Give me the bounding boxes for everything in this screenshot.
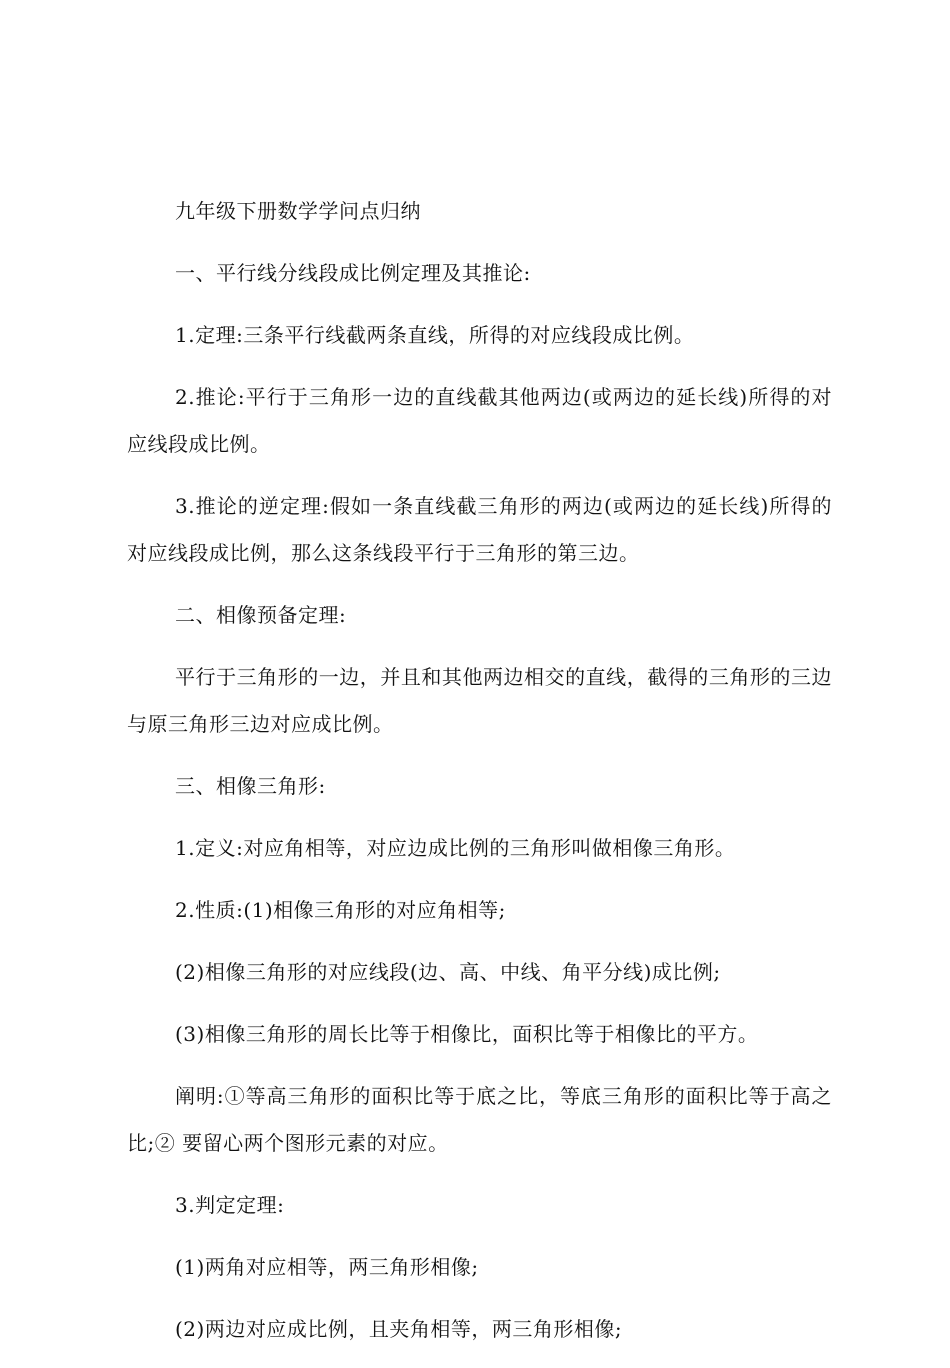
paragraph-criteria-heading: 3.判定定理: — [175, 1193, 285, 1217]
paragraph-property-2: (2)相像三角形的对应线段(边、高、中线、角平分线)成比例; — [175, 960, 721, 984]
document-body — [127, 188, 832, 1368]
section-heading-1: 一、平行线分线段成比例定理及其推论: — [175, 261, 531, 285]
paragraph-property-3: (3)相像三角形的周长比等于相像比，面积比等于相像比的平方。 — [175, 1022, 759, 1046]
paragraph-property-1: 2.性质:(1)相像三角形的对应角相等; — [175, 898, 506, 922]
paragraph-note: 阐明:①等高三角形的面积比等于底之比，等底三角形的面积比等于高之比;② 要留心两个图形元素的对应。 — [127, 1084, 832, 1155]
section-heading-2: 二、相像预备定理: — [175, 603, 347, 627]
paragraph-preparatory-theorem: 平行于三角形的一边，并且和其他两边相交的直线，截得的三角形的三边与原三角形三边对应成比例。 — [127, 665, 832, 736]
paragraph-criterion-2: (2)两边对应成比例，且夹角相等，两三角形相像; — [175, 1317, 623, 1341]
document-title: 九年级下册数学学问点归纳 — [175, 199, 421, 223]
paragraph-converse: 3.推论的逆定理:假如一条直线截三角形的两边(或两边的延长线)所得的对应线段成比例，那么这条线段平行于三角形的第三边。 — [127, 494, 832, 565]
paragraph-criterion-1: (1)两角对应相等，两三角形相像; — [175, 1255, 479, 1279]
paragraph-corollary: 2.推论:平行于三角形一边的直线截其他两边(或两边的延长线)所得的对应线段成比例。 — [127, 385, 832, 456]
paragraph-definition: 1.定义:对应角相等，对应边成比例的三角形叫做相像三角形。 — [175, 836, 736, 860]
section-heading-3: 三、相像三角形: — [175, 774, 326, 798]
paragraph-theorem: 1.定理:三条平行线截两条直线，所得的对应线段成比例。 — [175, 323, 695, 347]
